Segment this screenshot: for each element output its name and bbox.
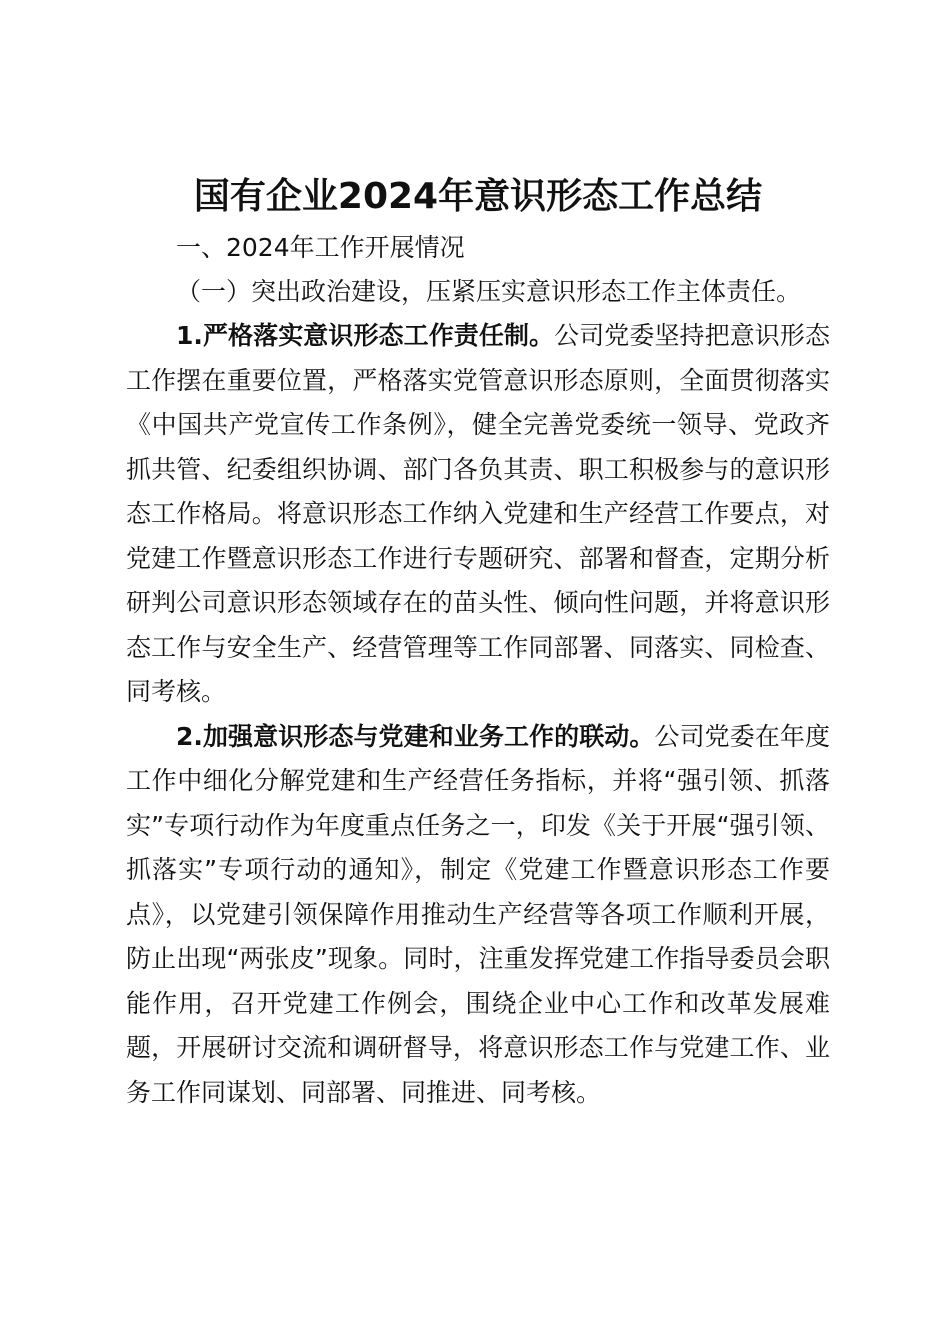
subsection-heading: （一）突出政治建设，压紧压实意识形态工作主体责任。 (176, 277, 802, 306)
document-page (126, 170, 830, 1115)
paragraph-1-lead: 1.严格落实意识形态工作责任制。 (176, 321, 555, 350)
paragraph-2 (126, 715, 830, 1116)
document-title: 国有企业2024年意识形态工作总结 (193, 176, 763, 217)
paragraph-2-body: 公司党委在年度工作中细化分解党建和生产经营任务指标，并将“强引领、抓落实”专项行动作为年度重点任务之一，印发《关于开展“强引领、抓落实”专项行动的通知》，制定《党建工作暨意识形态工作要点》，以党建引领保障作用推动生产经营等各项工作顺利开展，防止出现“两张皮”现象。同时，注重发挥党建工作指导委员会职能作用，召开党建工作例会，围绕企业中心工作和改革发展难题，开展研讨交流和调研督导，将意识形态工作与党建工作、业务工作同谋划、同部署、同推进、同考核。 (126, 721, 830, 1107)
section-heading: 一、2024年工作开展情况 (176, 233, 465, 262)
paragraph-1 (126, 314, 830, 715)
paragraph-2-lead: 2.加强意识形态与党建和业务工作的联动。 (176, 721, 655, 751)
paragraph-1-body: 公司党委坚持把意识形态工作摆在重要位置，严格落实党管意识形态原则，全面贯彻落实《中国共产党宣传工作条例》，健全完善党委统一领导、党政齐抓共管、纪委组织协调、部门各负其责、职工积极参与的意识形态工作格局。将意识形态工作纳入党建和生产经营工作要点，对党建工作暨意识形态工作进行专题研究、部署和督查，定期分析研判公司意识形态领域存在的苗头性、倾向性问题，并将意识形态工作与安全生产、经营管理等工作同部署、同落实、同检查、同考核。 (126, 321, 830, 706)
